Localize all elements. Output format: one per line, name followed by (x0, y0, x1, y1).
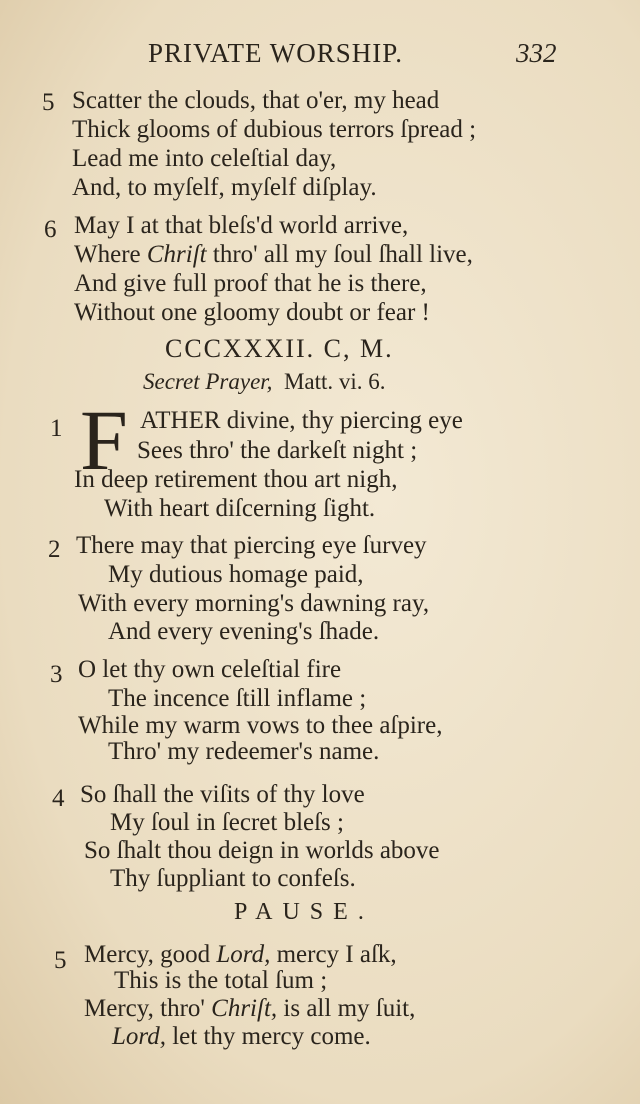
verse-line: With every morning's dawning ray, (78, 590, 430, 617)
verse-line: So ſhalt thou deign in worlds above (84, 837, 440, 864)
verse-line: O let thy own celeſtial fire (78, 656, 342, 683)
verse-line: Sees thro' the darkeſt night ; (137, 437, 418, 464)
hymn-title: CCCXXXII. C, M. (165, 334, 394, 363)
page-header (0, 38, 640, 72)
verse-line: Mercy, good Lord, mercy I aſk, (84, 941, 397, 968)
stanza-number: 5 (54, 947, 67, 974)
stanza-number: 1 (50, 415, 63, 442)
drop-cap: F (80, 392, 128, 488)
verse-line: Mercy, thro' Chriſt, is all my ſuit, (84, 995, 416, 1022)
verse-line: And every evening's ſhade. (108, 618, 380, 645)
hymn-subtitle: Secret Prayer, Matt. vi. 6. (143, 369, 386, 394)
verse-line: May I at that bleſs'd world arrive, (74, 212, 409, 239)
verse-line: And, to myſelf, myſelf diſplay. (72, 174, 377, 201)
verse-line: The incence ſtill inflame ; (108, 685, 367, 712)
verse-line: While my warm vows to thee aſpire, (78, 712, 443, 739)
stanza-number: 4 (52, 785, 65, 812)
verse-line: Where Chriſt thro' all my ſoul ſhall live, (74, 241, 473, 268)
verse-line: ATHER divine, thy piercing eye (140, 407, 463, 434)
verse-line: Scatter the clouds, that o'er, my head (72, 87, 440, 114)
verse-line: This is the total ſum ; (114, 967, 328, 994)
verse-line: And give full proof that he is there, (74, 270, 427, 297)
stanza-number: 5 (42, 89, 55, 116)
stanza-number: 6 (44, 216, 57, 243)
pause-heading: PAUSE. (234, 899, 374, 925)
verse-line: Lead me into celeſtial day, (72, 145, 337, 172)
verse-line: Thick glooms of dubious terrors ſpread ; (72, 116, 477, 143)
verse-line: There may that piercing eye ſurvey (76, 532, 427, 559)
verse-line: Thro' my redeemer's name. (108, 738, 380, 765)
verse-line: Lord, let thy mercy come. (112, 1023, 371, 1050)
stanza-number: 2 (48, 536, 61, 563)
verse-line: With heart diſcerning ſight. (104, 495, 376, 522)
verse-line: My ſoul in ſecret bleſs ; (110, 809, 344, 836)
running-head: PRIVATE WORSHIP. (148, 38, 404, 68)
verse-line: Thy ſuppliant to confeſs. (110, 865, 356, 892)
verse-line: In deep retirement thou art nigh, (74, 466, 398, 493)
verse-line: Without one gloomy doubt or fear ! (74, 299, 430, 326)
stanza-number: 3 (50, 661, 63, 688)
page-number: 332 (516, 38, 557, 68)
verse-line: So ſhall the viſits of thy love (80, 781, 365, 808)
verse-line: My dutious homage paid, (108, 561, 364, 588)
